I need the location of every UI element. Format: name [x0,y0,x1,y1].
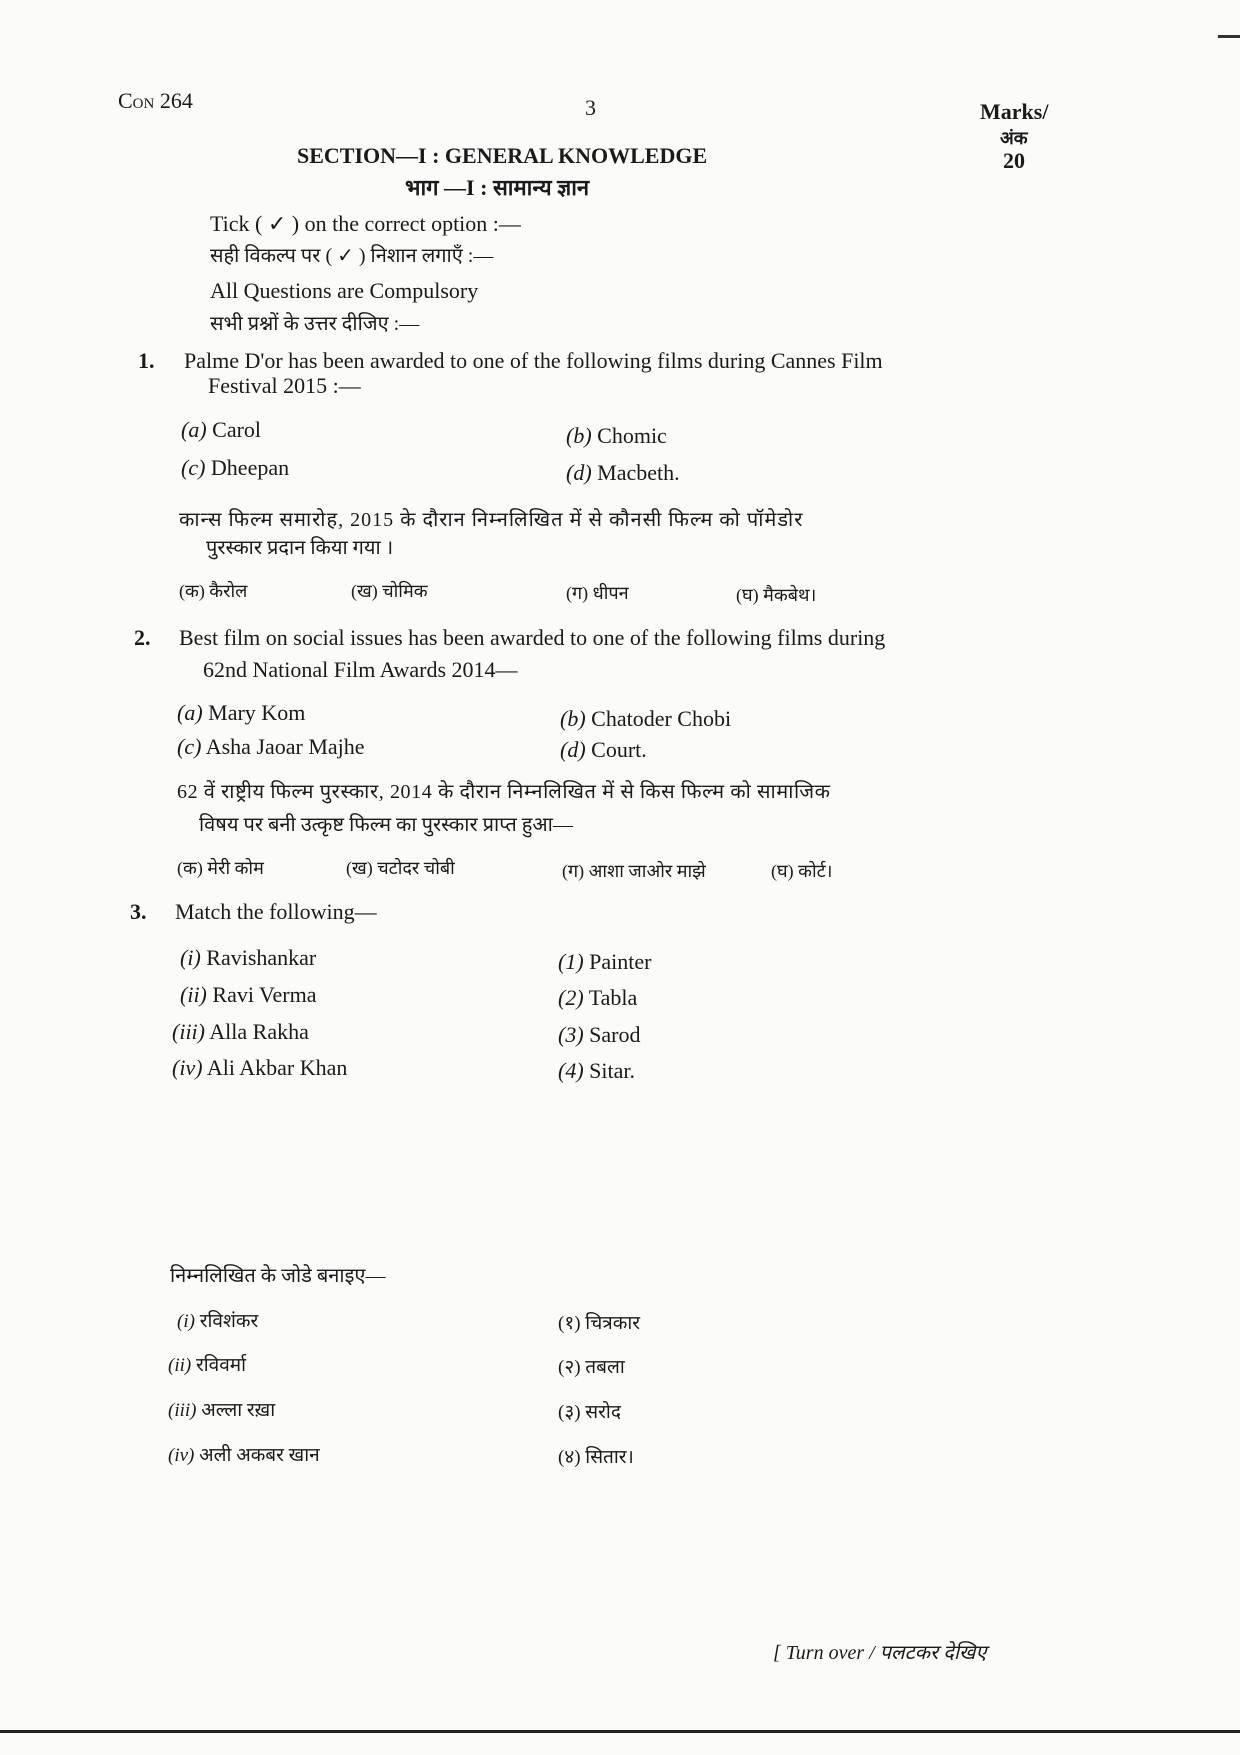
option-label: Carol [212,417,262,442]
option-label: Chatoder Chobi [591,706,732,731]
match-left-item [172,1019,309,1045]
option-hi[interactable]: (ख) चोमिक [351,581,428,601]
question-text-hi: 62 वें राष्ट्रीय फिल्म पुरस्कार, 2014 के दौरान निम्नलिखित में से किस फिल्म को सामाजिक [177,781,831,803]
match-right-item-hi: (१) चित्रकार [558,1313,641,1334]
instruction: सही विकल्प पर ( ✓ ) निशान लगाएँ :— [210,245,494,267]
instruction: All Questions are Compulsory [210,278,479,303]
option-label: Mary Kom [208,700,306,725]
question-number: 1. [138,348,155,373]
option-hi[interactable]: (ख) चटोदर चोबी [346,858,455,878]
item-key: (ii) [168,1355,192,1376]
option-d[interactable] [566,460,680,486]
scan-mark [1218,35,1240,38]
item-label: रविवर्मा [195,1355,247,1376]
option-hi[interactable]: (ग) आशा जाओर माझे [562,861,706,881]
item-label: Sarod [589,1022,641,1047]
question-text-hi: विषय पर बनी उत्कृष्ट फिल्म का पुरस्कार प्राप्त हुआ— [199,814,573,836]
option-label: Dheepan [210,455,290,480]
item-key: (3) [558,1022,584,1047]
option-c[interactable] [177,734,365,760]
match-right-item-hi: (४) सितार। [558,1447,634,1468]
bottom-rule [0,1730,1240,1733]
item-label: अल्ला रख़ा [201,1400,276,1421]
question-text: Best film on social issues has been awarded to one of the following films during [179,625,886,650]
option-key: (d) [560,737,586,762]
match-left-item-hi [168,1353,246,1379]
question-text: Palme D'or has been awarded to one of the following films during Cannes Film [184,348,883,373]
item-label: Alla Rakha [209,1019,309,1044]
item-key: (iii) [172,1019,205,1044]
question-text-hi: पुरस्कार प्रदान किया गया । [206,537,394,559]
item-key: (iv) [172,1055,203,1080]
match-right-item [558,1022,640,1048]
paper-code: Con 264 [118,88,193,113]
page-number: 3 [585,95,596,120]
item-label: अली अकबर खान [199,1445,320,1466]
question-number: 2. [134,625,151,650]
match-right-item-hi: (२) तबला [558,1357,625,1378]
item-label: Sitar. [589,1058,635,1083]
match-left-item [172,1055,347,1081]
question-text-hi: कान्स फिल्म समारोह, 2015 के दौरान निम्नलिखित में से कौनसी फिल्म को पॉमेडोर [179,509,804,531]
option-b[interactable] [560,706,731,732]
option-c[interactable] [181,455,289,481]
match-left-item-hi [168,1398,275,1424]
marks-label: Marks/ [980,99,1049,124]
option-label: Chomic [597,423,667,448]
turn-over-note: [ Turn over / पलटकर देखिए [773,1642,987,1664]
option-label: Macbeth. [597,460,680,485]
option-a[interactable] [181,417,261,443]
item-label: Ravishankar [206,945,317,970]
match-right-item [558,949,651,975]
option-hi[interactable]: (घ) मैकबेथ। [736,585,817,605]
item-key: (4) [558,1058,584,1083]
match-left-item-hi [177,1309,258,1335]
item-key: (2) [558,985,584,1010]
item-label: Painter [589,949,652,974]
item-key: (ii) [180,982,207,1007]
match-left-item [180,982,316,1008]
item-label: रविशंकर [199,1311,259,1332]
item-key: (iii) [168,1400,197,1421]
option-b[interactable] [566,423,667,449]
option-hi[interactable]: (ग) धीपन [566,583,629,603]
option-d[interactable] [560,737,647,763]
question-text: Match the following— [175,899,377,924]
section-title-hi: भाग —I : सामान्य ज्ञान [405,175,590,200]
item-key: (i) [177,1311,195,1332]
option-hi[interactable]: (क) मेरी कोम [177,858,264,878]
question-text: Festival 2015 :— [208,373,361,398]
instruction: Tick ( ✓ ) on the correct option :— [210,211,521,236]
match-right-item [558,1058,635,1084]
option-key: (a) [181,417,207,442]
item-key: (i) [180,945,201,970]
option-hi[interactable]: (घ) कोर्ट। [771,861,833,881]
match-right-item [558,985,637,1011]
option-label: Asha Jaoar Majhe [205,734,365,759]
option-label: Court. [591,737,647,762]
question-text-hi: निम्नलिखित के जोडे बनाइए— [170,1265,386,1287]
option-key: (b) [560,706,586,731]
section-title: SECTION—I : GENERAL KNOWLEDGE [297,143,708,168]
item-key: (1) [558,949,584,974]
item-label: Tabla [588,985,638,1010]
marks-label-hi: अंक [1000,128,1028,148]
item-label: Ravi Verma [212,982,317,1007]
item-key: (iv) [168,1445,195,1466]
marks-value: 20 [1003,148,1025,173]
match-left-item-hi [168,1443,320,1469]
option-key: (a) [177,700,203,725]
match-right-item-hi: (३) सरोद [558,1402,621,1423]
option-key: (b) [566,423,592,448]
match-left-item [180,945,316,971]
option-key: (c) [177,734,202,759]
option-key: (d) [566,460,592,485]
question-number: 3. [130,899,147,924]
option-hi[interactable]: (क) कैरोल [179,581,248,601]
item-label: Ali Akbar Khan [206,1055,348,1080]
option-a[interactable] [177,700,305,726]
option-key: (c) [181,455,206,480]
question-text: 62nd National Film Awards 2014— [203,657,518,682]
instruction: सभी प्रश्नों के उत्तर दीजिए :— [210,313,420,335]
